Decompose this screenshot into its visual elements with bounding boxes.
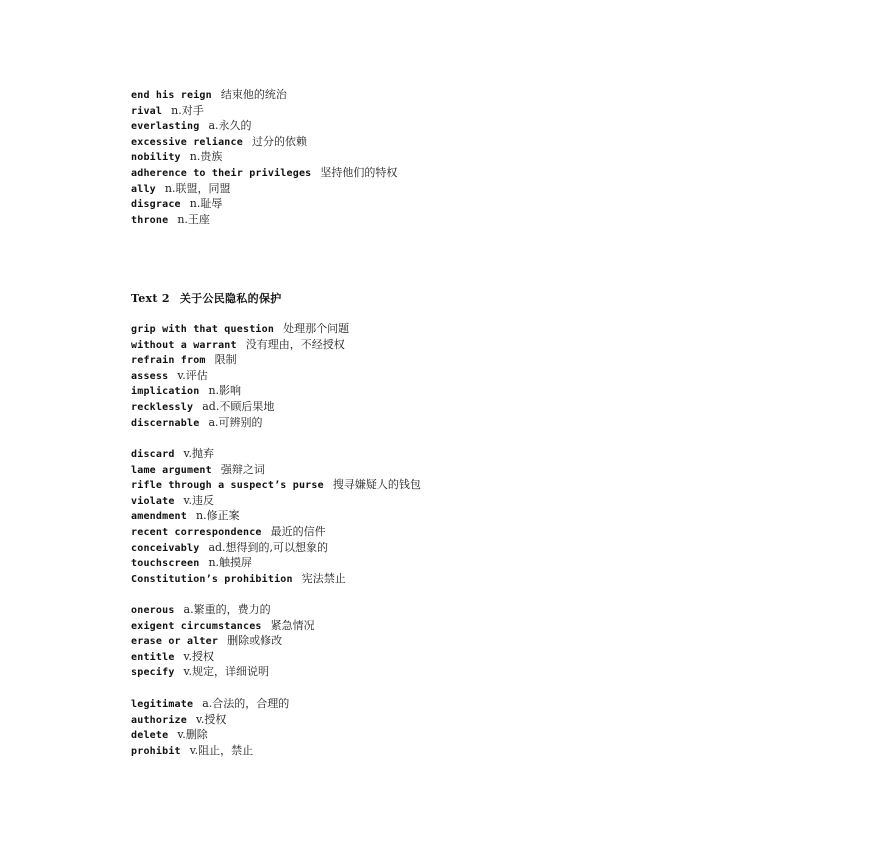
section-title: 关于公民隐私的保护 <box>179 292 282 305</box>
vocab-term: recent correspondence <box>131 526 262 538</box>
vocab-entry <box>131 87 397 103</box>
vocab-term: authorize <box>131 714 187 726</box>
vocab-term: implication <box>131 386 200 398</box>
vocab-term: lame argument <box>131 464 212 476</box>
vocab-term: everlasting <box>131 121 200 133</box>
vocab-term: assess <box>131 370 169 382</box>
vocab-gloss: a.合法的，合理的 <box>202 697 290 710</box>
vocab-term: throne <box>131 214 169 226</box>
vocab-entry <box>131 555 421 571</box>
vocab-gloss: 搜寻嫌疑人的钱包 <box>332 478 421 492</box>
vocab-entry <box>131 337 349 353</box>
vocab-entry <box>131 415 349 431</box>
vocab-gloss: 限制 <box>214 353 237 367</box>
vocab-term: prohibit <box>131 745 181 757</box>
section-heading <box>131 290 282 306</box>
vocab-term: without a warrant <box>131 339 237 351</box>
vocab-list-group-4 <box>131 696 289 758</box>
vocab-term: onerous <box>131 605 175 616</box>
vocab-list-group-1 <box>131 321 349 430</box>
vocab-term: erase or alter <box>131 636 219 648</box>
vocab-entry <box>131 368 349 384</box>
vocab-gloss: v.违反 <box>183 493 214 507</box>
vocab-entry <box>131 383 349 399</box>
vocab-entry <box>131 696 289 712</box>
vocab-gloss: v.规定，详细说明 <box>183 665 269 679</box>
vocab-term: grip with that question <box>131 324 275 335</box>
vocab-entry <box>131 664 315 680</box>
vocab-entry <box>131 602 315 618</box>
vocab-term: legitimate <box>131 699 194 710</box>
vocab-entry <box>131 321 349 337</box>
vocab-gloss: 紧急情况 <box>270 618 315 632</box>
vocab-entry <box>131 508 421 524</box>
vocab-gloss: n.联盟，同盟 <box>164 181 231 195</box>
vocab-term: rival <box>131 105 163 117</box>
vocab-term: discernable <box>131 417 200 429</box>
vocab-gloss: v.抛弃 <box>183 447 214 460</box>
vocab-term: end his reign <box>131 90 212 101</box>
vocab-term: exigent circumstances <box>131 620 262 632</box>
vocab-gloss: n.触摸屏 <box>208 556 253 570</box>
vocab-list-group-2 <box>131 446 421 586</box>
vocab-entry <box>131 181 397 197</box>
vocab-gloss: 强辩之词 <box>220 462 265 476</box>
vocab-entry <box>131 524 421 540</box>
vocab-term: nobility <box>131 152 181 164</box>
vocab-gloss: v.授权 <box>196 712 227 726</box>
vocab-term: conceivably <box>131 542 200 554</box>
vocab-entry <box>131 477 421 493</box>
vocab-term: amendment <box>131 511 187 523</box>
vocab-gloss: 没有理由，不经授权 <box>245 337 345 351</box>
vocab-term: disgrace <box>131 199 181 211</box>
vocab-term: adherence to their privileges <box>131 167 312 179</box>
vocab-term: delete <box>131 730 169 742</box>
vocab-term: entitle <box>131 651 175 663</box>
vocab-gloss: 过分的依赖 <box>251 134 307 148</box>
vocab-entry <box>131 352 349 368</box>
vocab-term: specify <box>131 667 175 679</box>
vocab-term: Constitution’s prohibition <box>131 573 293 585</box>
vocab-term: discard <box>131 449 175 460</box>
vocab-entry <box>131 118 397 134</box>
vocab-entry <box>131 399 349 415</box>
vocab-gloss: n.耻辱 <box>189 197 223 211</box>
vocab-term: excessive reliance <box>131 136 243 148</box>
vocab-gloss: ad.不顾后果地 <box>202 399 275 413</box>
vocab-gloss: 坚持他们的特权 <box>320 165 398 179</box>
section-label: Text 2 <box>131 292 170 305</box>
vocab-entry <box>131 134 397 150</box>
vocab-entry <box>131 743 289 759</box>
vocab-gloss: v.删除 <box>177 728 208 742</box>
vocab-gloss: a.繁重的，费力的 <box>183 603 271 616</box>
vocab-entry <box>131 649 315 665</box>
vocab-gloss: 结束他的统治 <box>220 88 287 101</box>
vocab-gloss: n.影响 <box>208 384 242 398</box>
vocab-gloss: 删除或修改 <box>227 634 283 648</box>
vocab-entry <box>131 165 397 181</box>
vocab-gloss: v.阻止，禁止 <box>189 743 254 757</box>
vocab-list-top <box>131 87 397 227</box>
vocab-term: rifle through a suspect’s purse <box>131 480 324 492</box>
vocab-entry <box>131 727 289 743</box>
vocab-gloss: 处理那个问题 <box>283 322 350 335</box>
vocab-gloss: a.可辨别的 <box>208 415 263 429</box>
vocab-gloss: 宪法禁止 <box>301 571 346 585</box>
vocab-gloss: ad.想得到的,可以想象的 <box>208 540 329 554</box>
vocab-entry <box>131 196 397 212</box>
vocab-entry <box>131 462 421 478</box>
vocab-term: ally <box>131 183 156 195</box>
vocab-term: touchscreen <box>131 558 200 570</box>
vocab-gloss: v.评估 <box>177 368 208 382</box>
vocab-entry <box>131 571 421 587</box>
vocab-gloss: a.永久的 <box>208 119 252 133</box>
vocab-gloss: n.修正案 <box>196 509 240 523</box>
vocab-entry <box>131 149 397 165</box>
vocab-gloss: v.授权 <box>183 649 214 663</box>
vocab-entry <box>131 540 421 556</box>
vocab-term: violate <box>131 495 175 507</box>
vocab-gloss: n.贵族 <box>189 150 223 164</box>
vocab-term: refrain from <box>131 355 206 367</box>
vocab-entry <box>131 712 289 728</box>
vocab-entry <box>131 618 315 634</box>
vocab-gloss: 最近的信件 <box>270 524 326 538</box>
vocab-gloss: n.对手 <box>171 103 204 117</box>
vocab-entry <box>131 493 421 509</box>
vocab-entry <box>131 103 397 119</box>
vocab-gloss: n.王座 <box>177 212 210 226</box>
vocab-list-group-3 <box>131 602 315 680</box>
vocab-entry <box>131 633 315 649</box>
vocab-entry <box>131 212 397 228</box>
vocab-entry <box>131 446 421 462</box>
vocab-term: recklessly <box>131 401 194 413</box>
